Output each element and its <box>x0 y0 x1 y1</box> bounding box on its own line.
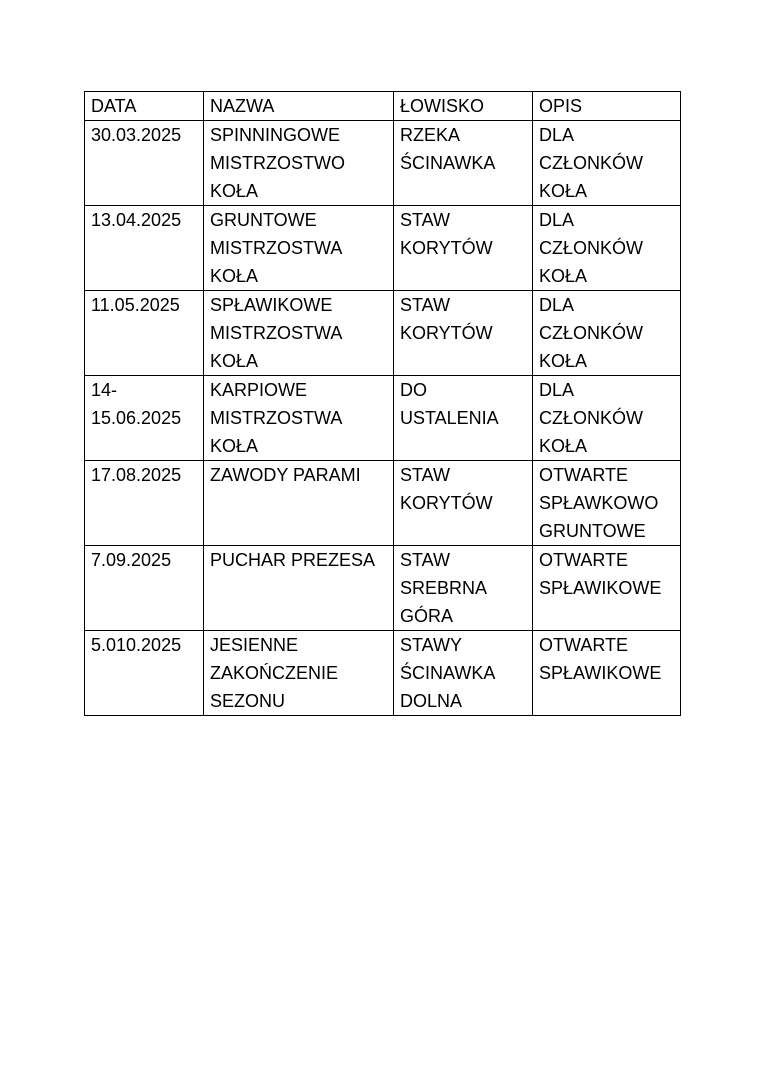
header-name: NAZWA <box>204 92 394 121</box>
cell-name: ZAWODY PARAMI <box>204 461 394 546</box>
cell-date: 11.05.2025 <box>85 291 204 376</box>
cell-date: 7.09.2025 <box>85 546 204 631</box>
cell-desc: DLA CZŁONKÓW KOŁA <box>533 121 681 206</box>
table-row <box>85 376 681 461</box>
table-row <box>85 206 681 291</box>
cell-desc: OTWARTE SPŁAWKOWO GRUNTOWE <box>533 461 681 546</box>
cell-date: 30.03.2025 <box>85 121 204 206</box>
table-row <box>85 291 681 376</box>
cell-place: STAW SREBRNA GÓRA <box>394 546 533 631</box>
cell-place: STAWY ŚCINAWKA DOLNA <box>394 631 533 716</box>
cell-desc: DLA CZŁONKÓW KOŁA <box>533 376 681 461</box>
cell-place: STAW KORYTÓW <box>394 461 533 546</box>
cell-place: DO USTALENIA <box>394 376 533 461</box>
cell-name: SPINNINGOWE MISTRZOSTWO KOŁA <box>204 121 394 206</box>
cell-place: RZEKA ŚCINAWKA <box>394 121 533 206</box>
cell-desc: OTWARTE SPŁAWIKOWE <box>533 546 681 631</box>
cell-name: SPŁAWIKOWE MISTRZOSTWA KOŁA <box>204 291 394 376</box>
table-row <box>85 546 681 631</box>
cell-name: GRUNTOWE MISTRZOSTWA KOŁA <box>204 206 394 291</box>
cell-date: 5.010.2025 <box>85 631 204 716</box>
cell-date: 13.04.2025 <box>85 206 204 291</box>
cell-date: 14- 15.06.2025 <box>85 376 204 461</box>
cell-desc: DLA CZŁONKÓW KOŁA <box>533 206 681 291</box>
competition-schedule-table <box>84 91 681 716</box>
table-row <box>85 121 681 206</box>
header-desc: OPIS <box>533 92 681 121</box>
cell-name: KARPIOWE MISTRZOSTWA KOŁA <box>204 376 394 461</box>
cell-date: 17.08.2025 <box>85 461 204 546</box>
cell-place: STAW KORYTÓW <box>394 206 533 291</box>
table-row <box>85 631 681 716</box>
header-place: ŁOWISKO <box>394 92 533 121</box>
table-header-row <box>85 92 681 121</box>
cell-place: STAW KORYTÓW <box>394 291 533 376</box>
cell-name: JESIENNE ZAKOŃCZENIE SEZONU <box>204 631 394 716</box>
cell-name: PUCHAR PREZESA <box>204 546 394 631</box>
table-row <box>85 461 681 546</box>
cell-desc: OTWARTE SPŁAWIKOWE <box>533 631 681 716</box>
header-date: DATA <box>85 92 204 121</box>
cell-desc: DLA CZŁONKÓW KOŁA <box>533 291 681 376</box>
